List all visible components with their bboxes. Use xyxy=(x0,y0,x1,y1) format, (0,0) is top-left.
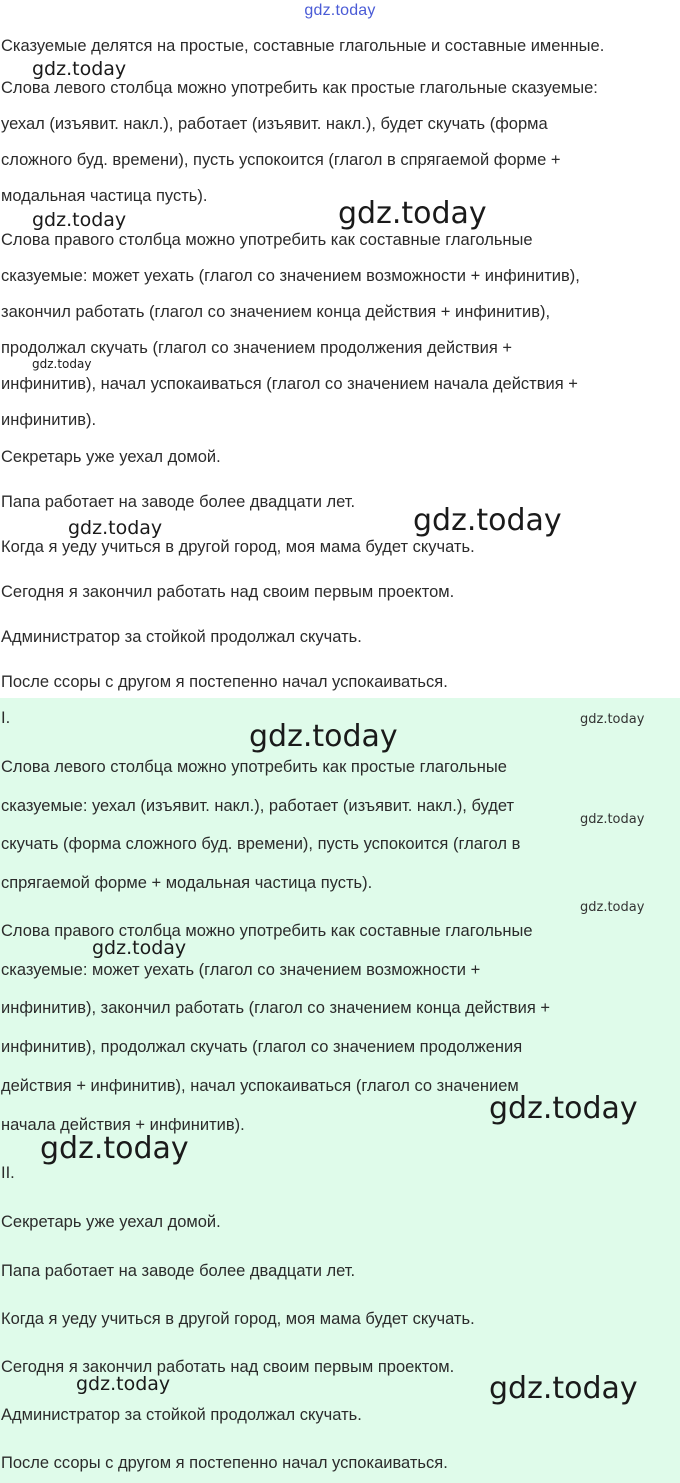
watermark: gdz.today xyxy=(92,937,187,959)
site-brand[interactable]: gdz.today xyxy=(304,2,376,19)
text-line: инфинитив), начал успокаиваться (глагол со значением начала действия + xyxy=(1,375,578,393)
text-line: инфинитив), закончил работать (глагол со значением конца действия + xyxy=(1,999,551,1018)
watermark: gdz.today xyxy=(580,900,645,915)
watermark: gdz.today xyxy=(76,1373,171,1395)
text-line: модальная частица пусть). xyxy=(1,187,208,205)
watermark: gdz.today xyxy=(32,357,92,371)
paragraph-left-column xyxy=(0,748,520,902)
watermark: gdz.today xyxy=(489,1091,638,1126)
text-line: сказуемые: уехал (изъявит. накл.), работает (изъявит. накл.), будет xyxy=(1,796,515,815)
paragraph-left-column xyxy=(0,70,598,214)
text-line: сказуемые: может уехать (глагол со значением возможности + инфинитив), xyxy=(1,267,580,285)
watermark: gdz.today xyxy=(580,812,645,827)
text-line: спрягаемой форме + модальная частица пусть). xyxy=(1,873,373,892)
solution-box xyxy=(0,698,680,1483)
text-line: Слова левого столбца можно употребить как простые глагольные сказуемые: xyxy=(1,79,598,97)
text-line: Слова левого столбца можно употребить как простые глагольные xyxy=(1,758,507,776)
watermark: gdz.today xyxy=(249,719,398,754)
part-heading-1: I. xyxy=(1,709,11,727)
sentence-2: Папа работает на заводе более двадцати лет. xyxy=(1,1262,356,1280)
paragraph-predicate-types: Сказуемые делятся на простые, составные глагольные и составные именные. xyxy=(1,37,605,55)
paragraph-right-column xyxy=(0,222,580,438)
text-line: сложного буд. времени), пусть успокоится (глагол в спрягаемой форме + xyxy=(1,151,561,169)
sentence-4: Сегодня я закончил работать над своим первым проектом. xyxy=(1,1358,455,1376)
sentence-6: После ссоры с другом я постепенно начал успокаиваться. xyxy=(1,1454,448,1472)
sentence-4: Сегодня я закончил работать над своим первым проектом. xyxy=(1,583,455,601)
watermark: gdz.today xyxy=(32,58,127,80)
text-line: сказуемые: может уехать (глагол со значением возможности + xyxy=(1,960,481,979)
text-line: Слова правого столбца можно употребить как составные глагольные xyxy=(1,922,533,940)
text-line: продолжал скучать (глагол со значением продолжения действия + xyxy=(1,339,513,357)
text-line: закончил работать (глагол со значением конца действия + инфинитив), xyxy=(1,303,551,321)
watermark: gdz.today xyxy=(580,712,645,727)
watermark: gdz.today xyxy=(338,196,487,231)
sentence-3: Когда я уеду учиться в другой город, моя мама будет скучать. xyxy=(1,1310,475,1328)
watermark: gdz.today xyxy=(489,1371,638,1406)
text-line: уехал (изъявит. накл.), работает (изъявит. накл.), будет скучать (форма xyxy=(1,115,548,133)
text-line: действия + инфинитив), начал успокаиваться (глагол со значением xyxy=(1,1076,519,1095)
watermark: gdz.today xyxy=(40,1131,189,1166)
watermark: gdz.today xyxy=(413,503,562,538)
text-line: инфинитив), продолжал скучать (глагол со значением продолжения xyxy=(1,1038,523,1057)
sentence-1: Секретарь уже уехал домой. xyxy=(1,1213,221,1231)
sentence-1: Секретарь уже уехал домой. xyxy=(1,448,221,466)
part-heading-2: II. xyxy=(1,1164,15,1182)
sentence-3: Когда я уеду учиться в другой город, моя мама будет скучать. xyxy=(1,538,475,556)
sentence-2: Папа работает на заводе более двадцати лет. xyxy=(1,493,356,511)
text-line: начала действия + инфинитив). xyxy=(1,1115,245,1134)
sentence-5: Администратор за стойкой продолжал скучать. xyxy=(1,628,362,646)
text-line: Слова правого столбца можно употребить как составные глагольные xyxy=(1,231,533,249)
text-line: инфинитив). xyxy=(1,411,97,429)
paragraph-right-column xyxy=(0,912,550,1144)
sentence-5: Администратор за стойкой продолжал скучать. xyxy=(1,1406,362,1424)
text-line: скучать (форма сложного буд. времени), пусть успокоится (глагол в xyxy=(1,835,521,853)
watermark: gdz.today xyxy=(32,209,127,231)
watermark: gdz.today xyxy=(68,517,163,539)
sentence-6: После ссоры с другом я постепенно начал успокаиваться. xyxy=(1,673,448,691)
